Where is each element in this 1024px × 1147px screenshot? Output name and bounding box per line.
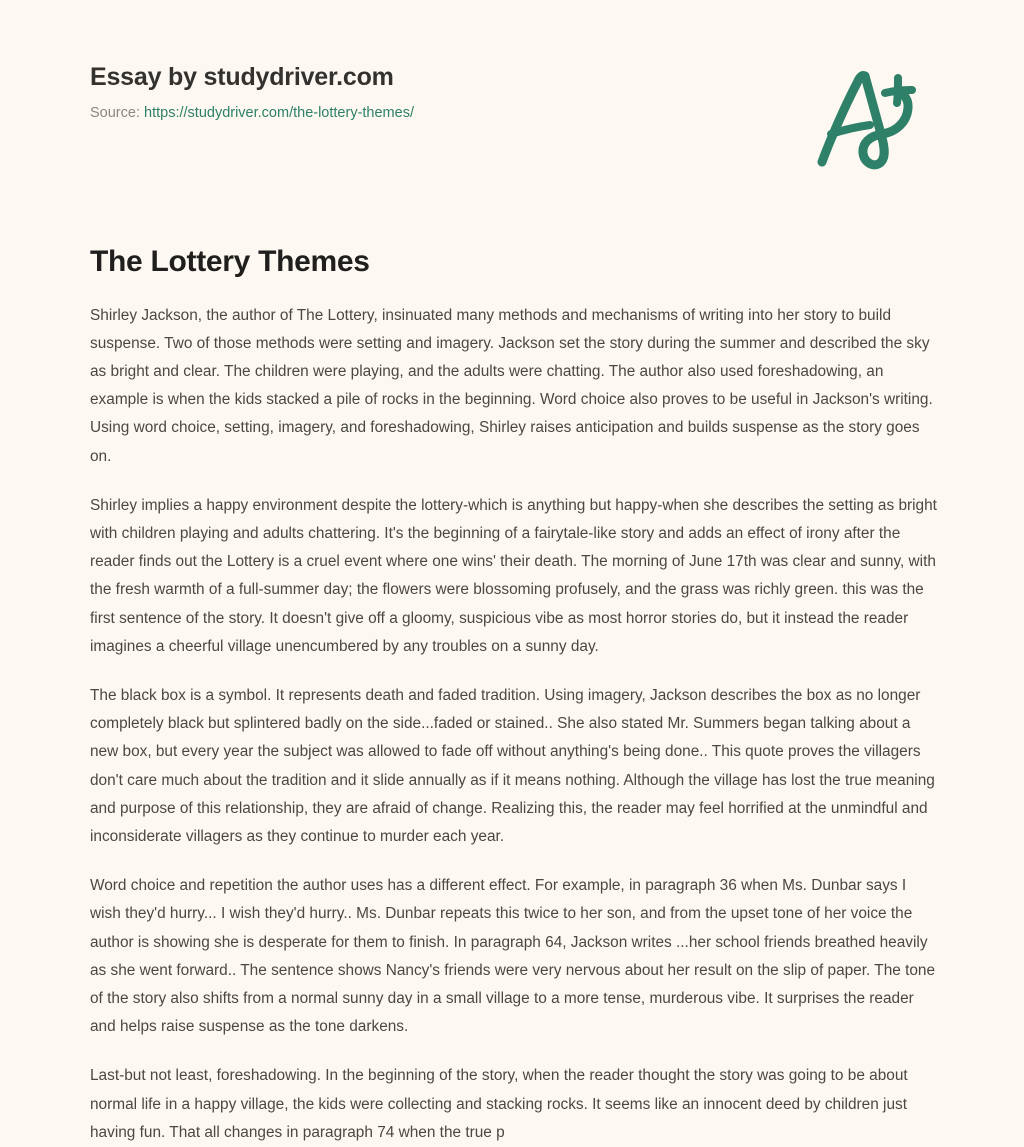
a-plus-logo-icon: [812, 66, 924, 170]
essay-by-heading: Essay by studydriver.com: [90, 63, 394, 91]
article-container: [90, 243, 938, 1147]
article-paragraph: The black box is a symbol. It represents death and faded tradition. Using imagery, Jackson describes the box as no longer completely black but splintered badly on the side...faded or stained.. She also stated Mr. Summers began talking about a new box, but every year the subject was allowed to fade off without anything's being done.. This quote proves the villagers don't care much about the tradition and it slide annually as if it means nothing. Although the village has lost the true meaning and purpose of this relationship, they are afraid of change. Realizing this, the reader may feel horrified at the unmindful and inconsiderate villagers as they continue to murder each year.: [90, 686, 935, 845]
source-url-link[interactable]: https://studydriver.com/the-lottery-themes/: [144, 105, 414, 121]
article-paragraph: Shirley implies a happy environment despite the lottery-which is anything but happy-when she describes the setting as bright with children playing and adults chattering. It's the beginning of a fairytale-like story and adds an effect of irony after the reader finds out the Lottery is a cruel event where one wins' their death. The morning of June 17th was clear and sunny, with the fresh warmth of a full-summer day; the flowers were blossoming profusely, and the grass was richly green. this was the first sentence of the story. It doesn't give off a gloomy, suspicious vibe as most horror stories do, but it instead the reader imagines a cheerful village unencumbered by any troubles on a sunny day.: [90, 496, 937, 655]
source-line: [90, 92, 414, 121]
article-paragraph: Word choice and repetition the author uses has a different effect. For example, in paragraph 36 when Ms. Dunbar says I wish they'd hurry... I wish they'd hurry.. Ms. Dunbar repeats this twice to her son, and from the upset tone of her voice the author is showing she is desperate for them to finish. In paragraph 64, Jackson writes ...her school friends breathed heavily as she went forward.. The sentence shows Nancy's friends were very nervous about her result on the slip of paper. The tone of the story also shifts from a normal sunny day in a small village to a more tense, murderous vibe. It surprises the reader and helps raise suspense as the tone darkens.: [90, 877, 936, 1036]
header-text-block: [90, 62, 414, 121]
article-body: [90, 281, 938, 1147]
article-paragraph: Shirley Jackson, the author of The Lottery, insinuated many methods and mechanisms of writing into her story to build suspense. Two of those methods were setting and imagery. Jackson set the story during the summer and described the sky as bright and clear. The children were playing, and the adults were chatting. The author also used foreshadowing, an example is when the kids stacked a pile of rocks in the beginning. Word choice also proves to be useful in Jackson's writing. Using word choice, setting, imagery, and foreshadowing, Shirley raises anticipation and builds suspense as the story goes on.: [90, 306, 933, 465]
studydriver-logo[interactable]: [812, 66, 924, 170]
page-header: [0, 0, 1024, 200]
article-paragraph: Last-but not least, foreshadowing. In the beginning of the story, when the reader thought the story was going to be about normal life in a happy village, the kids were collecting and stacking rocks. It seems like an innocent deed by children just having fun. That all changes in paragraph 74 when the true p: [90, 1067, 908, 1141]
source-label: Source:: [90, 105, 140, 121]
page-title: The Lottery Themes: [90, 245, 370, 278]
